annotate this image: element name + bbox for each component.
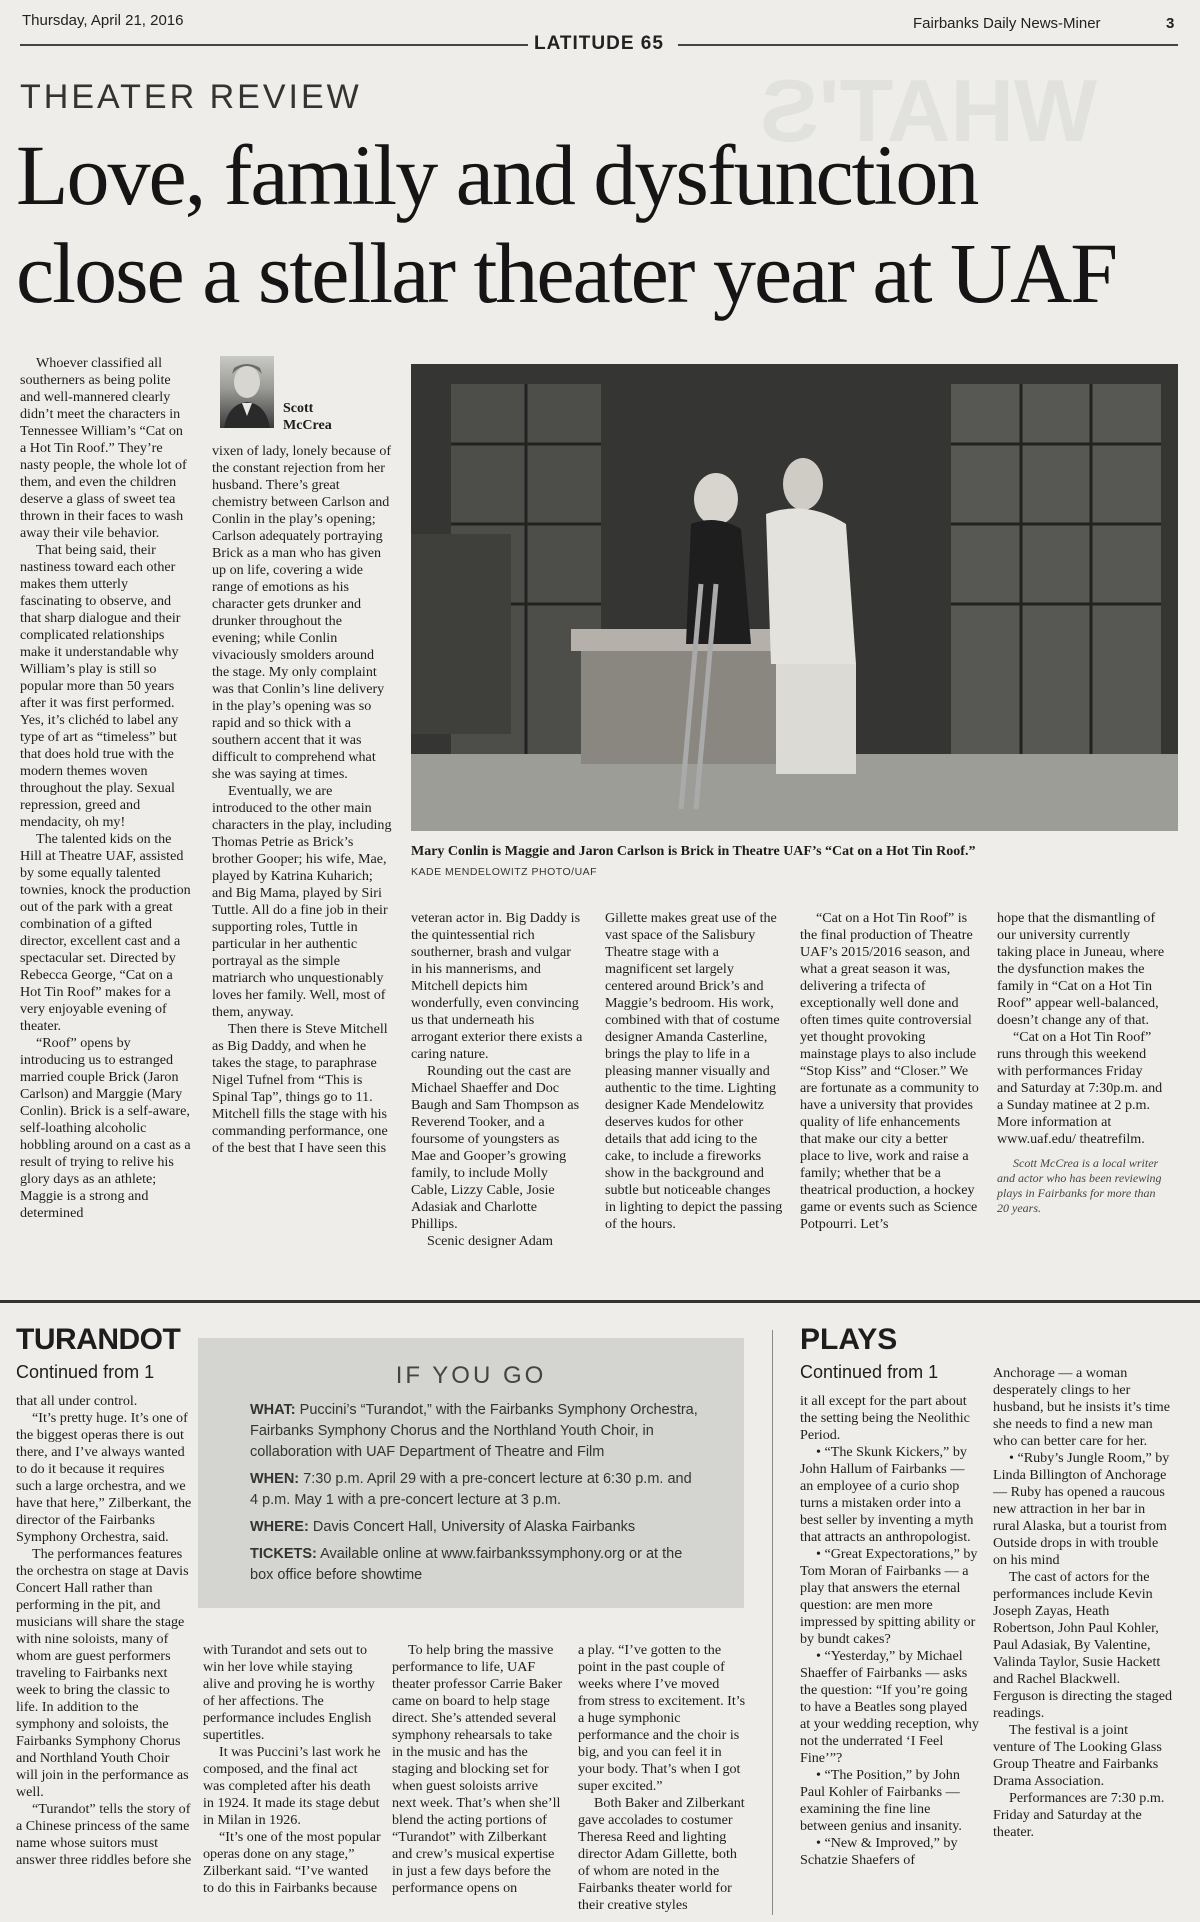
item-text: 7:30 p.m. April 29 with a pre-concert lecture at 6:30 p.m. and 4 p.m. May 1 with a pre-concert lecture at 3 p.m. bbox=[250, 1471, 692, 1508]
review-column-2 bbox=[212, 443, 392, 1157]
turandot-column-4 bbox=[578, 1642, 748, 1914]
header-date: Thursday, April 21, 2016 bbox=[22, 12, 184, 29]
plays-title: PLAYS bbox=[800, 1323, 898, 1356]
review-headline-line2: close a stellar theater year at UAF bbox=[16, 225, 1117, 321]
item-text: Available online at www.fairbankssymphony.org or at the box office before showtime bbox=[250, 1546, 683, 1583]
paragraph: The performances features the orchestra on stage at Davis Concert Hall rather than performing in the pit, and musicians will share the stage with nine soloists, many of whom are guest performers traveling to Fairbanks next week to bring the classic to life. In addition to the symphony and soloists, the Fairbanks Symphony Chorus and Northland Youth Choir will join in the performance as well. bbox=[16, 1546, 189, 1800]
author-bio: Scott McCrea is a local writer and actor who has been reviewing plays in Fairbanks for more than 20 years. bbox=[997, 1156, 1162, 1215]
stage-photo bbox=[411, 364, 1178, 831]
paragraph: The talented kids on the Hill at Theatre UAF, assisted by some equally talented townies, knock the production out of the park with a great combination of a gifted director, excellent cast and a spectacular set. Directed by Rebecca George, “Cat on a Hot Tin Roof” makes for a very enjoyable evening of theater. bbox=[20, 831, 191, 1034]
review-kicker: THEATER REVIEW bbox=[20, 78, 362, 116]
header-rule-right bbox=[678, 44, 1178, 46]
if-you-go-list bbox=[250, 1400, 700, 1586]
paragraph: • “The Skunk Kickers,” by John Hallum of Fairbanks — an employee of a curio shop turns a mistaken order into a best seller by inventing a myth that attracts an anthropologist. bbox=[800, 1444, 974, 1545]
plays-column-1 bbox=[800, 1393, 980, 1869]
if-you-go-box bbox=[198, 1338, 744, 1608]
review-column-1 bbox=[20, 355, 192, 1222]
paragraph: Gillette makes great use of the vast space of the Salisbury Theatre stage with a magnificent set largely centered around Brick’s and Maggie’s bedroom. His work, combined with that of costume designer Amanda Casterline, brings the play to life in a pleasing manner visually and authentic to the time. Lighting designer Kade Mendelowitz deserves kudos for other details that add icing to the cake, to include a fireworks show in the background and subtle but noticeable changes in lighting to depict the passing of the hours. bbox=[605, 910, 783, 1232]
if-you-go-when bbox=[250, 1469, 700, 1511]
paragraph: The festival is a joint venture of The Looking Glass Group Theatre and Fairbanks Drama Association. bbox=[993, 1722, 1162, 1789]
paragraph: “Roof” opens by introducing us to estranged married couple Brick (Jaron Carlson) and Marggie (Mary Conlin). Brick is a self-aware, self-loathing alcoholic hobbling around on a cast as a result of trying to relive his glory days as an athlete; Maggie is a strong and determined bbox=[20, 1035, 191, 1221]
paragraph: vixen of lady, lonely because of the constant rejection from her husband. There’s great chemistry between Carlson and Conlin in the play’s opening; Carlson adequately portraying Brick as a man who has given up on life, covering a wide range of emotions as his character gets drunker and drunker throughout the evening; while Conlin vivaciously smolders around the stage. My only complaint was that Conlin’s line delivery in the play’s opening was so rapid and so thick with a southern accent that it was difficult to comprehend what she was saying at times. bbox=[212, 443, 392, 782]
paragraph: Then there is Steve Mitchell as Big Daddy, and when he takes the stage, to paraphrase Nigel Tufnel from “This is Spinal Tap”, things go to 11. Mitchell fills the stage with his commanding performance, one of the best that I have seen this bbox=[212, 1021, 388, 1156]
column-divider bbox=[772, 1330, 773, 1915]
author-name: Scott McCrea bbox=[283, 401, 332, 433]
plays-column-2 bbox=[993, 1365, 1173, 1841]
paragraph: with Turandot and sets out to win her love while staying alive and proving he is worthy of her affections. The performance includes English supertitles. bbox=[203, 1642, 375, 1743]
item-label: WHEN: bbox=[250, 1471, 300, 1487]
paragraph: • “The Position,” by John Paul Kohler of Fairbanks — examining the fine line between genius and insanity. bbox=[800, 1767, 962, 1834]
paragraph: Scenic designer Adam bbox=[427, 1233, 554, 1249]
turandot-column-3 bbox=[392, 1642, 564, 1897]
item-text: Puccini’s “Turandot,” with the Fairbanks Symphony Orchestra, Fairbanks Symphony Chorus and the Northland Youth Choir, in collaboration with UAF Department of Theatre and Film bbox=[250, 1402, 698, 1460]
turandot-title: TURANDOT bbox=[16, 1323, 181, 1356]
section-divider bbox=[0, 1300, 1200, 1303]
turandot-continued: Continued from 1 bbox=[16, 1362, 155, 1382]
item-text: Davis Concert Hall, University of Alaska Fairbanks bbox=[312, 1519, 636, 1535]
photo-caption: Mary Conlin is Maggie and Jaron Carlson is Brick in Theatre UAF’s “Cat on a Hot Tin Roof.” bbox=[411, 844, 976, 859]
section-label: LATITUDE 65 bbox=[534, 33, 664, 54]
item-label: WHAT: bbox=[250, 1402, 296, 1418]
photo-credit: KADE MENDELOWITZ PHOTO/UAF bbox=[411, 866, 598, 878]
review-column-6 bbox=[997, 910, 1165, 1216]
paragraph: It was Puccini’s last work he composed, and the final act was completed after his death in 1924. It made its stage debut in Milan in 1926. bbox=[203, 1744, 381, 1828]
if-you-go-what bbox=[250, 1400, 700, 1463]
plays-continued: Continued from 1 bbox=[800, 1362, 939, 1382]
paragraph: “It’s pretty huge. It’s one of the biggest operas there is out there, and I’ve always wanted to do it because it requires such a large orchestra, and we have that here,” Zilberkant, the director of the Fairbanks Symphony Orchestra, said. bbox=[16, 1410, 192, 1545]
paragraph: “Cat on a Hot Tin Roof” runs through this weekend with performances Friday and Saturday at 7:30p.m. and a Sunday matinee at 2 p.m. More information at www.uaf.edu/ theatrefilm. bbox=[997, 1029, 1163, 1147]
paragraph: a play. “I’ve gotten to the point in the past couple of weeks where I’ve moved from stress to excitement. It’s a huge symphonic performance and the choir is big, and you can feel it in your body. That’s when I got super excited.” bbox=[578, 1642, 746, 1794]
if-you-go-where bbox=[250, 1517, 700, 1538]
paragraph: hope that the dismantling of our university currently taking place in Juneau, where the dysfunction makes the family in “Cat on a Hot Tin Roof” appear well-balanced, doesn’t change any of that. bbox=[997, 910, 1165, 1028]
item-label: WHERE: bbox=[250, 1519, 309, 1535]
paragraph: that all under control. bbox=[16, 1393, 138, 1409]
paragraph: The cast of actors for the performances include Kevin Joseph Zayas, Heath Robertson, John Paul Kohler, Paul Adasiak, By Valentine, Valinda Taylor, Susie Hackett and Rachel Blackwell. Ferguson is directing the staged readings. bbox=[993, 1569, 1173, 1721]
paragraph: Performances are 7:30 p.m. Friday and Saturday at the theater. bbox=[993, 1790, 1165, 1840]
paragraph: Both Baker and Zilberkant gave accolades to costumer Theresa Reed and lighting director Adam Gillette, both of whom are noted in the Fairbanks theater world for their creative styles bbox=[578, 1795, 745, 1913]
review-column-5 bbox=[800, 910, 980, 1233]
review-column-3 bbox=[411, 910, 583, 1250]
item-label: TICKETS: bbox=[250, 1546, 317, 1562]
paragraph: • “New & Improved,” by Schatzie Shaefers of bbox=[800, 1835, 958, 1868]
review-headline-line1: Love, family and dysfunction bbox=[16, 127, 978, 223]
paragraph: “Cat on a Hot Tin Roof” is the final production of Theatre UAF’s 2015/2016 season, and what a great season it was, delivering a trifecta of exceptionally well done and often times quite controversial yet thought provoking mainstage plays to also include “Stop Kiss” and “Closer.” We are fortunate as a community to have a university that provides quality of life enhancements that make our city a better place to live, work and raise a family; whether that be a theatrical production, a hockey game or events such as Science Potpourri. Let’s bbox=[800, 910, 979, 1232]
paragraph: Whoever classified all southerners as being polite and well-mannered clearly didn’t meet the characters in Tennessee William’s “Cat on a Hot Tin Roof.” They’re nasty people, the whole lot of them, and even the children deserve a glass of sweet tea thrown in their faces to wash away their vile behavior. bbox=[20, 355, 187, 541]
paragraph: • “Ruby’s Jungle Room,” by Linda Billington of Anchorage — Ruby has opened a raucous new attraction in her bar in rural Alaska, but a tourist from Outside drops in with trouble on his mind bbox=[993, 1450, 1170, 1568]
header-paper-name: Fairbanks Daily News-Miner bbox=[913, 15, 1101, 32]
paragraph: • “Yesterday,” by Michael Shaeffer of Fairbanks — asks the question: “If you’re going to have a Beatles song played at your wedding reception, why not the underrated ‘I Feel Fine’”? bbox=[800, 1648, 979, 1766]
paragraph: “Turandot” tells the story of a Chinese princess of the same name whose suitors must answer three riddles before she bbox=[16, 1801, 192, 1868]
author-photo bbox=[220, 356, 274, 428]
if-you-go-title: IF YOU GO bbox=[395, 1362, 547, 1389]
header-rule-left bbox=[20, 44, 528, 46]
paragraph: “It’s one of the most popular operas done on any stage,” Zilberkant said. “I’ve wanted to do this in Fairbanks because bbox=[203, 1829, 381, 1896]
turandot-column-1 bbox=[16, 1393, 192, 1869]
paragraph: Rounding out the cast are Michael Shaeffer and Doc Baugh and Sam Thompson as Reverend Tooker, and a foursome of youngsters as Mae and Gooper’s growing family, to include Molly Cable, Lizzy Cable, Josie Adasiak and Charlotte Phillips. bbox=[411, 1063, 580, 1232]
bleed-through-decoration: WHAT'S bbox=[760, 61, 1098, 160]
paragraph: That being said, their nastiness toward each other makes them utterly fascinating to observe, and that sharp dialogue and their complicated relationships make it understandable why William’s play is still so popular more than 50 years after it was first performed. Yes, it’s clichéd to label any type of art as “timeless” but that does hold true with the modern themes woven throughout the play. Sexual repression, greed and mendacity, oh my! bbox=[20, 542, 181, 830]
paragraph: it all except for the part about the setting being the Neolithic Period. bbox=[800, 1393, 970, 1443]
paragraph: • “Great Expectorations,” by Tom Moran of Fairbanks — a play that answers the eternal question: are men more impressed by spitting ability or by bundt cakes? bbox=[800, 1546, 978, 1647]
header-page-number: 3 bbox=[1166, 15, 1175, 32]
review-column-4 bbox=[605, 910, 783, 1233]
turandot-column-2 bbox=[203, 1642, 381, 1897]
if-you-go-tickets bbox=[250, 1544, 700, 1586]
paragraph: Eventually, we are introduced to the other main characters in the play, including Thomas Petrie as Brick’s brother Gooper; his wife, Mae, played by Katrina Kuharich; and Big Mama, played by Siri Tuttle. All do a fine job in their supporting roles, Tuttle in particular in her authentic portrayal as the simple matriarch who unquestionably loves her family. Well, most of them, anyway. bbox=[212, 783, 392, 1020]
paragraph: veteran actor in. Big Daddy is the quintessential rich southerner, brash and vulgar in his mannerisms, and Mitchell depicts him wonderfully, even convincing us that underneath his arrogant exterior there exists a caring nature. bbox=[411, 910, 583, 1062]
paragraph: Anchorage — a woman desperately clings to her husband, but he insists it’s time she needs to find a new man who can better care for her. bbox=[993, 1365, 1170, 1449]
paragraph: To help bring the massive performance to life, UAF theater professor Carrie Baker came on board to help stage direct. She’s attended several symphony rehearsals to take in the music and has the staging and blocking set for when guest soloists arrive next week. That’s when she’ll blend the acting portions of “Turandot” with Zilberkant and crew’s musical expertise in just a few days before the performance opens on bbox=[392, 1642, 563, 1896]
